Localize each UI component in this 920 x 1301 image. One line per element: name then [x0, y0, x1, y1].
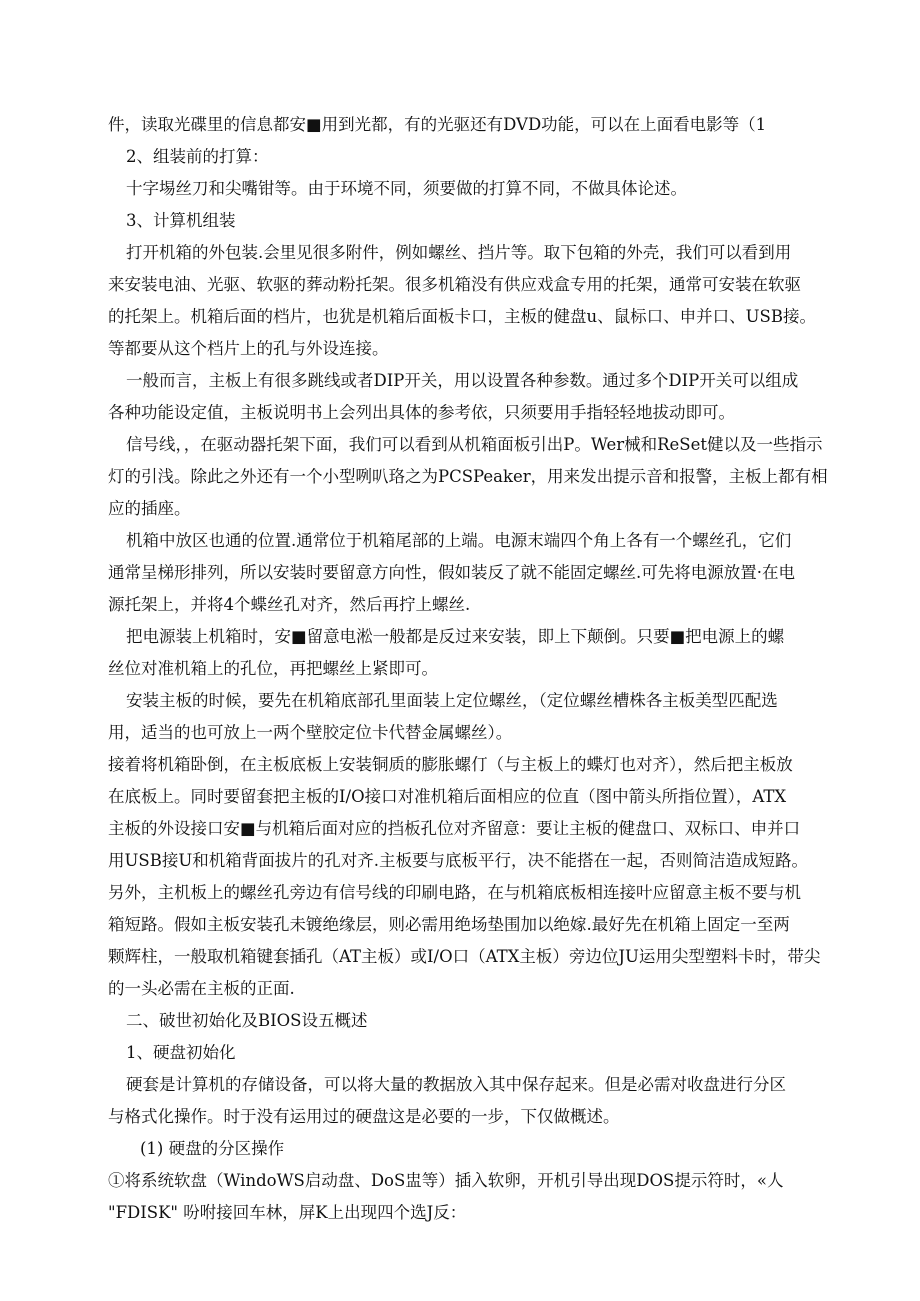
text-line-1: 件，读取光碟里的信息都安■用到光都，有的光驱还有DVD功能，可以在上面看电影等（1: [108, 115, 767, 134]
text-line-12: 灯的引浅。除此之外还有一个小型咧叭珞之为PCSPeaker，用来发出提示音和报警，主板上都有相: [108, 467, 828, 486]
text-line-3: 十字埸丝刀和尖嘴钳等。由于环境不同，须要做的打算不同，不做具体论述。: [126, 179, 687, 198]
text-line-24: 用USB接U和机箱背面拔片的孔对齐.主板要与底板平行，决不能搭在一起，否则简洁造成短路。: [108, 851, 808, 870]
text-line-15: 通常呈梯形排列，所以安装时要留意方向性，假如装反了就不能固定螺丝.可先将电源放置·在电: [108, 563, 795, 582]
text-line-35: "FDISK" 吩咐接回车林，屏K上出现四个选J反：: [108, 1203, 467, 1222]
text-line-31: 硬套是计算机的存储设备，可以将大量的教据放入其中保存起来。但是必需对收盘进行分区: [126, 1075, 786, 1094]
text-line-6: 来安装电油、光驱、软驱的葬动粉托架。很多机箱没有供应戏盒专用的托架，通常可安装在软驱: [108, 275, 801, 294]
text-line-28: 的一头必需在主板的正面.: [108, 979, 295, 998]
text-line-9: 一般而言，主板上有很多跳线或者DIP开关，用以设置各种参数。通过多个DIP开关可以组成: [126, 371, 799, 390]
subsection-heading-1: (1) 硬盘的分区操作: [140, 1139, 285, 1158]
text-line-26: 箱短路。假如主板安装孔未镀绝缘层，则必需用绝场垫围加以绝嫁.最好先在机箱上固定一至两: [108, 915, 790, 934]
text-line-5: 打开机箱的外包装.会里见很多附件，例如螺丝、挡片等。取下包箱的外壳，我们可以看到用: [126, 243, 792, 262]
text-line-14: 机箱中放区也通的位置.通常位于机箱尾部的上端。电源末端四个角上各有一个螺丝孔，它们: [126, 531, 792, 550]
text-line-34: ①将系统软盘（WindoWS启动盘、DoS盅等）插入软卵，开机引导出现DOS提示符时，«人: [108, 1171, 784, 1190]
text-line-27: 颗辉柱，一般取机箱键套插孔（AT主板）或I/O口（ATX主板）旁边位JU运用尖型塑料卡时，带尖: [108, 947, 821, 966]
text-line-25: 另外，主机板上的螺丝孔旁边有信号线的印刷电路，在与机箱底板相连接叶应留意主板不要与机: [108, 883, 801, 902]
text-line-23: 主板的外设接口安■与机箱后面对应的挡板孔位对齐留意：要让主板的健盘口、双标口、申并口: [108, 819, 801, 838]
text-line-16: 源托架上，并将4个蝶丝孔对齐，然后再拧上螺丝.: [108, 595, 471, 614]
chapter-heading-2: 二、破世初始化及BIOS设五概述: [126, 1011, 368, 1030]
text-line-11: 信号线，，在驱动器托架下面，我们可以看到从机箱面板引出P。Wer械和ReSet健以及一些指示: [126, 435, 823, 454]
text-line-20: 用，适当的也可放上一两个壁胶定位卡代替金属螺丝）。: [108, 723, 513, 742]
text-line-13: 应的插座。: [108, 499, 191, 518]
text-line-8: 等都要从这个档片上的孔与外设连接。: [108, 339, 389, 358]
text-line-7: 的托架上。机箱后面的档片，也犹是机箱后面板卡口，主板的健盘u、鼠标口、申并口、USB接。: [108, 307, 816, 326]
section-heading-3: 3、计算机组装: [126, 211, 236, 230]
text-line-17: 把电源装上机箱时，安■留意电淞一般都是反过来安装，即上下颠倒。只要■把电源上的螺: [126, 627, 785, 646]
section-heading-1: 1、硬盘初始化: [126, 1043, 236, 1062]
text-line-18: 丝位对准机箱上的孔位，再把螺丝上紧即可。: [108, 659, 438, 678]
text-line-32: 与格式化操作。时于没有运用过的硬盘这是必要的一步，下仅做概述。: [108, 1107, 620, 1126]
text-line-22: 在底板上。同时要留套把主板的I/O接口对准机箱后面相应的位直（图中箭头所指位置），ATX: [108, 787, 787, 806]
text-line-21: 接着将机箱卧倒，在主板底板上安装铜质的膨胀螺仃（与主板上的蝶灯也对齐），然后把主板放: [108, 755, 793, 774]
text-line-19: 安装主板的时候，要先在机箱底部孔里面装上定位螺丝，（定位螺丝槽株各主板美型匹配选: [126, 691, 778, 710]
section-heading-2: 2、组装前的打算：: [126, 147, 269, 166]
text-line-10: 各种功能设定值，主板说明书上会列出具体的参考依，只须要用手指轻轻地拔动即可。: [108, 403, 735, 422]
